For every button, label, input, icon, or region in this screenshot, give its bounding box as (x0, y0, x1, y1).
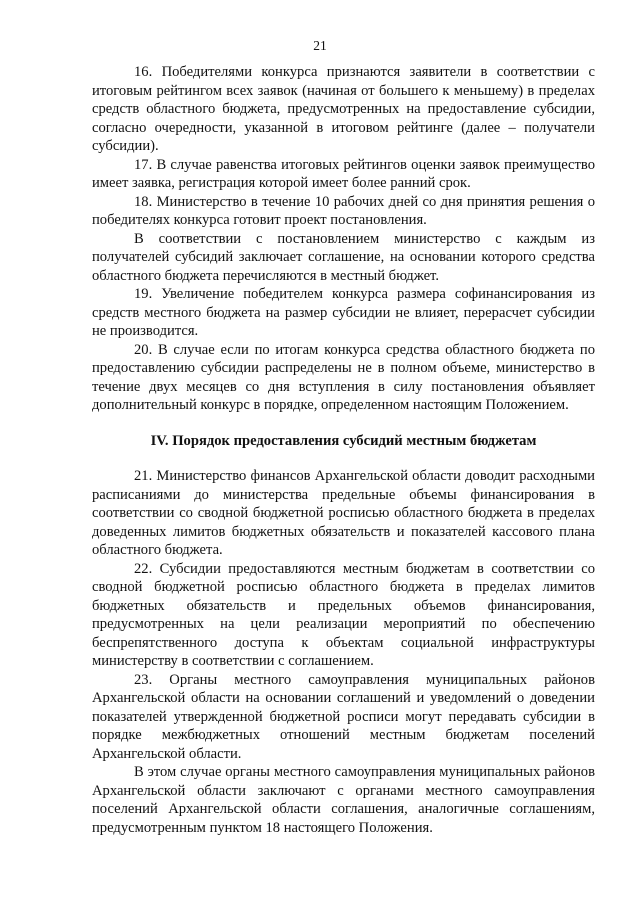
page-number: 21 (313, 38, 327, 53)
paragraph-20: 20. В случае если по итогам конкурса средства областного бюджета по предоставлению субсидии распределены не в полном объеме, министерство в течение двух месяцев со дня вступления в силу постановления объявляет дополнительный конкурс в порядке, определенном настоящим Положением. (92, 341, 595, 413)
paragraph-21: 21. Министерство финансов Архангельской области доводит расходными расписаниями до министерства предельные объемы финансирования в соответствии со сводной бюджетной росписью областного бюджета в пределах доведенных лимитов бюджетных обязательств и показателей кассового плана областного бюджета. (92, 468, 595, 558)
paragraph-23-continued: В этом случае органы местного самоуправления муниципальных районов Архангельской области заключают с органами местного самоуправления поселений Архангельской области соглашения, аналогичные соглашениям, предусмотренным пунктом 18 настоящего Положения. (92, 764, 595, 836)
paragraph-18-continued: В соответствии с постановлением министерство с каждым из получателей субсидий заключает соглашение, на основании которого средства областного бюджета перечисляются в местный бюджет. (92, 230, 595, 284)
paragraph-22: 22. Субсидии предоставляются местным бюджетам в соответствии со сводной бюджетной росписью областного бюджета в пределах лимитов бюджетных обязательств и предельных объемов финансирования, предусмотренных на цели реализации мероприятий по обеспечению беспрепятственного доступа к объектам социальной инфраструктуры министерству в соответствии с соглашением. (92, 560, 595, 669)
paragraph-17: 17. В случае равенства итоговых рейтингов оценки заявок преимущество имеет заявка, регистрация которой имеет более ранний срок. (92, 156, 595, 191)
paragraph-18: 18. Министерство в течение 10 рабочих дней со дня принятия решения о победителях конкурса готовит проект постановления. (92, 193, 595, 228)
paragraph-16: 16. Победителями конкурса признаются заявители в соответствии с итоговым рейтингом всех заявок (начиная от большего к меньшему) в пределах средств областного бюджета, предусмотренных на предоставление субсидии, согласно очередности, указанной в итоговом рейтинге (далее – получатели субсидии). (92, 64, 595, 154)
section-heading: IV. Порядок предоставления субсидий местным бюджетам (150, 432, 537, 449)
paragraph-23: 23. Органы местного самоуправления муниципальных районов Архангельской области на основании соглашений и уведомлений о доведении показателей утвержденной бюджетной росписи могут передавать субсидии в порядке межбюджетных отношений местным бюджетам поселений Архангельской области. (92, 671, 595, 762)
document-body (92, 63, 595, 837)
paragraph-19: 19. Увеличение победителем конкурса размера софинансирования из средств местного бюджета на размер субсидии не влияет, перерасчет субсидии не производится. (92, 286, 595, 339)
